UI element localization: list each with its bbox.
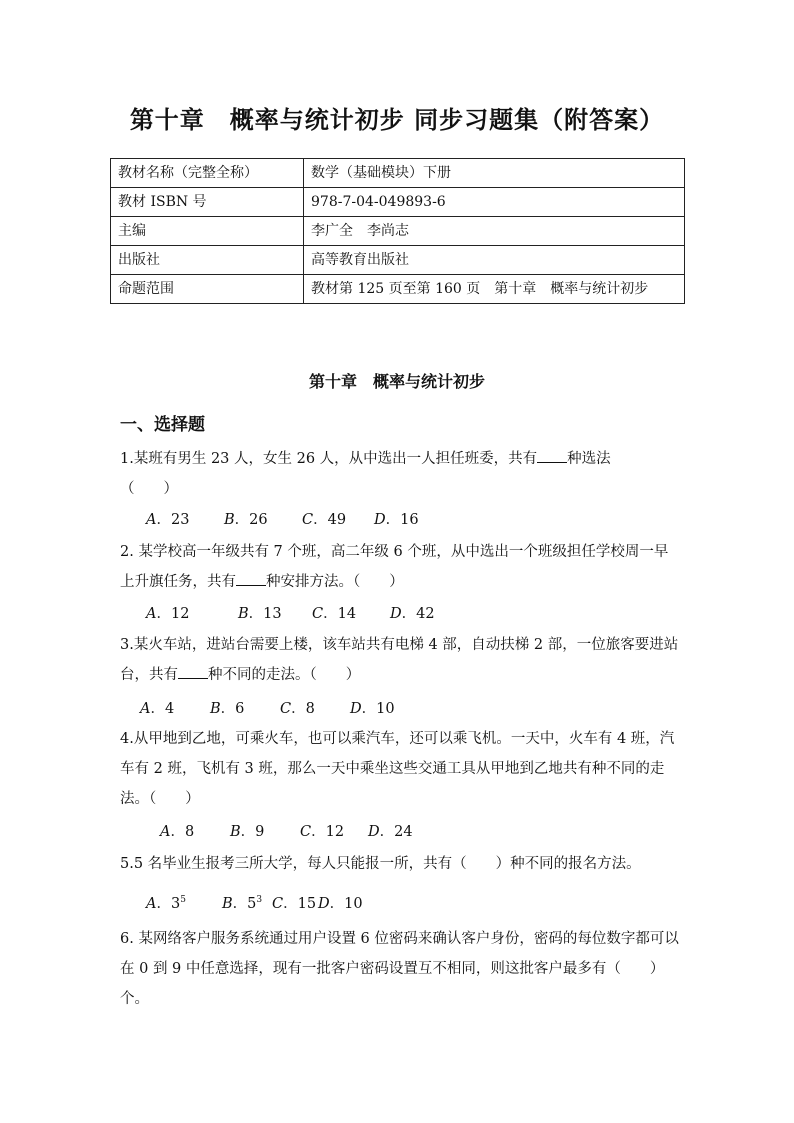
question-text: 4.从甲地到乙地，可乘火车，也可以乘汽车，还可以乘飞机。一天中，火车有 4 班，汽车有 2 班，飞机有 3 班，那么一天中乘坐这些交通工具从甲地到乙地共有种不同的走法。（ ） [120, 731, 675, 807]
table-key: 教材 ISBN 号 [111, 188, 304, 217]
table-row [111, 275, 685, 304]
section-heading: 一、选择题 [120, 415, 205, 435]
options-q2 [146, 602, 435, 626]
question-6 [120, 924, 680, 1014]
answer-paren: （ ） [120, 481, 178, 497]
table-value: 高等教育出版社 [304, 246, 685, 275]
question-text: 1.某班有男生 23 人，女生 26 人，从中选出一人担任班委，共有 [120, 451, 538, 467]
textbook-info-table [110, 158, 685, 304]
question-2 [120, 537, 680, 597]
table-row [111, 159, 685, 188]
table-value: 978-7-04-049893-6 [304, 188, 685, 217]
options-q1 [146, 508, 419, 532]
chapter-heading: 第十章 概率与统计初步 [308, 372, 485, 391]
table-key: 命题范围 [111, 275, 304, 304]
table-row [111, 188, 685, 217]
table-row [111, 217, 685, 246]
option-b: B．13 [238, 606, 282, 622]
options-q4 [160, 820, 413, 844]
option-d: D．42 [390, 606, 435, 622]
table-key: 教材名称（完整全称） [111, 159, 304, 188]
answer-blank [178, 662, 208, 679]
option-d: D．16 [374, 512, 419, 528]
question-text: 种安排方法。（ ） [266, 574, 404, 590]
option-a: A．23 [146, 512, 190, 528]
table-value: 数学（基础模块）下册 [304, 159, 685, 188]
question-text: 5.5 名毕业生报考三所大学，每人只能报一所，共有（ ）种不同的报名方法。 [120, 856, 641, 872]
option-b: B．$5^3$ [222, 895, 263, 912]
question-text: 种不同的走法。（ ） [208, 667, 361, 683]
options-q3 [140, 697, 395, 721]
option-a: A．4 [140, 701, 175, 717]
option-a: A．8 [160, 824, 195, 840]
option-c: C．8 [280, 701, 315, 717]
question-text: 2. 某学校高一年级共有 7 个班，高二年级 6 个班，从中选出一个班级担任学校周一早上升旗任务，共有 [120, 544, 669, 590]
option-d: D．24 [368, 824, 413, 840]
table-key: 出版社 [111, 246, 304, 275]
question-1 [120, 444, 680, 504]
question-text: 种选法 [567, 451, 611, 467]
table-key: 主编 [111, 217, 304, 246]
answer-blank [236, 569, 266, 586]
option-b: B．26 [224, 512, 268, 528]
option-c: C．49 [302, 512, 347, 528]
option-a: A．$3^5$ [146, 895, 186, 912]
option-c: C．15 [272, 895, 317, 912]
option-c: C．14 [312, 606, 357, 622]
option-d: D．10 [318, 895, 363, 912]
table-row [111, 246, 685, 275]
option-d: D．10 [350, 701, 395, 717]
option-b: B．9 [230, 824, 265, 840]
question-4 [120, 724, 680, 814]
option-c: C．12 [300, 824, 345, 840]
question-text: 6. 某网络客户服务系统通过用户设置 6 位密码来确认客户身份，密码的每位数字都可以在 0 到 9 中任意选择，现有一批客户密码设置互不相同，则这批客户最多有（ ）个。 [120, 931, 679, 1007]
answer-blank [537, 446, 567, 463]
options-q5 [146, 888, 363, 916]
option-b: B．6 [210, 701, 245, 717]
question-5 [120, 849, 680, 879]
table-value: 教材第 125 页至第 160 页 第十章 概率与统计初步 [304, 275, 685, 304]
document-title: 第十章 概率与统计初步 同步习题集（附答案） [129, 106, 665, 134]
question-text: 3.某火车站，进站台需要上楼，该车站共有电梯 4 部，自动扶梯 2 部，一位旅客要进站台，共有 [120, 637, 679, 683]
option-a: A．12 [146, 606, 190, 622]
table-value: 李广全 李尚志 [304, 217, 685, 246]
question-3 [120, 630, 680, 690]
